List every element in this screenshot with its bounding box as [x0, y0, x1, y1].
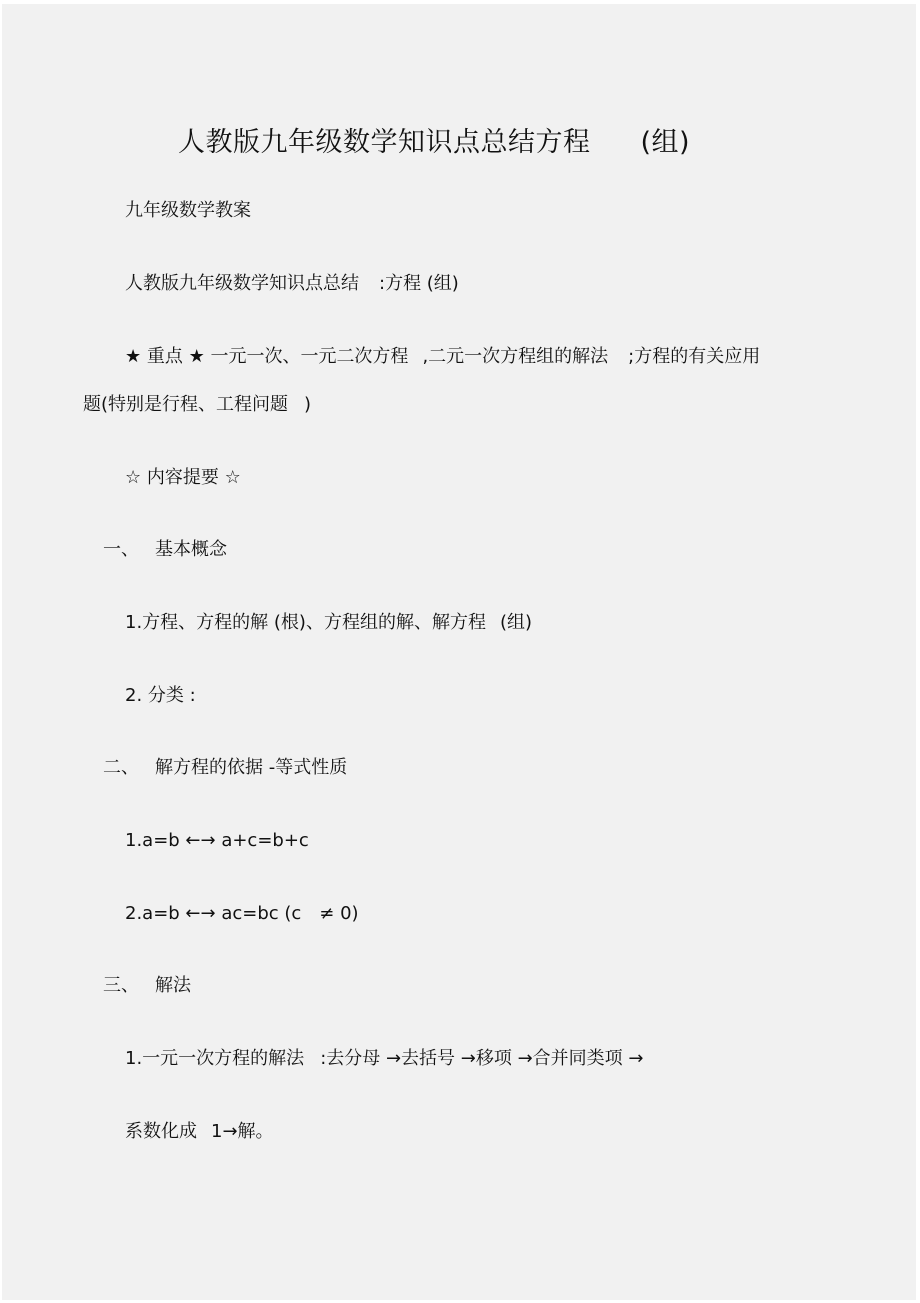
- item-suffix: :去分母 →去括号 →移项 →合并同类项 →: [320, 1048, 644, 1069]
- section-heading: [103, 757, 347, 779]
- key-points-applications: ;方程的有关应用: [628, 346, 761, 367]
- section-number: 一、: [103, 539, 139, 560]
- title-main: 人教版九年级数学知识点总结方程: [178, 127, 591, 158]
- key-points-close: ): [304, 394, 312, 415]
- topic-line: [125, 273, 459, 295]
- topic-text: 人教版九年级数学知识点总结: [125, 273, 359, 294]
- section-number: 二、: [103, 757, 139, 778]
- section-heading: [103, 975, 191, 997]
- topic-suffix: :方程 (组): [379, 273, 459, 294]
- title-suffix: (组): [640, 127, 691, 158]
- item-suffix: ≠ 0): [319, 903, 359, 924]
- section-item: 1.a=b ←→ a+c=b+c: [125, 830, 309, 851]
- section-item: [125, 1048, 643, 1070]
- summary-heading: ☆ 内容提要 ☆: [125, 467, 241, 488]
- item-text: 1.一元一次方程的解法: [125, 1048, 305, 1069]
- section-item: 2. 分类 :: [125, 685, 196, 706]
- key-points-methods: ,二元一次方程组的解法: [422, 346, 609, 367]
- section-item: [125, 612, 532, 634]
- section-title: 解法: [155, 975, 191, 996]
- section-item: [125, 903, 359, 925]
- item-suffix: (组): [499, 612, 532, 633]
- section-title: 基本概念: [155, 539, 227, 560]
- item-suffix: 1→解。: [211, 1121, 274, 1142]
- key-points-continuation: 题(特别是行程、工程问题: [83, 394, 289, 415]
- item-text: 1.方程、方程的解 (根)、方程组的解、解方程: [125, 612, 486, 633]
- document-page: [2, 4, 916, 1300]
- section-number: 三、: [103, 975, 139, 996]
- item-text: 系数化成: [125, 1121, 197, 1142]
- item-text: 2.a=b ←→ ac=bc (c: [125, 903, 302, 924]
- page-title: [178, 126, 690, 160]
- section-item: [125, 1121, 274, 1143]
- section-heading: [103, 539, 227, 561]
- key-points-line-2: [83, 394, 311, 416]
- subtitle: 九年级数学教案: [125, 200, 251, 221]
- key-points-heading: ★ 重点 ★ 一元一次、一元二次方程: [125, 346, 409, 367]
- key-points-line-1: [125, 346, 760, 368]
- section-title: 解方程的依据 -等式性质: [155, 757, 348, 778]
